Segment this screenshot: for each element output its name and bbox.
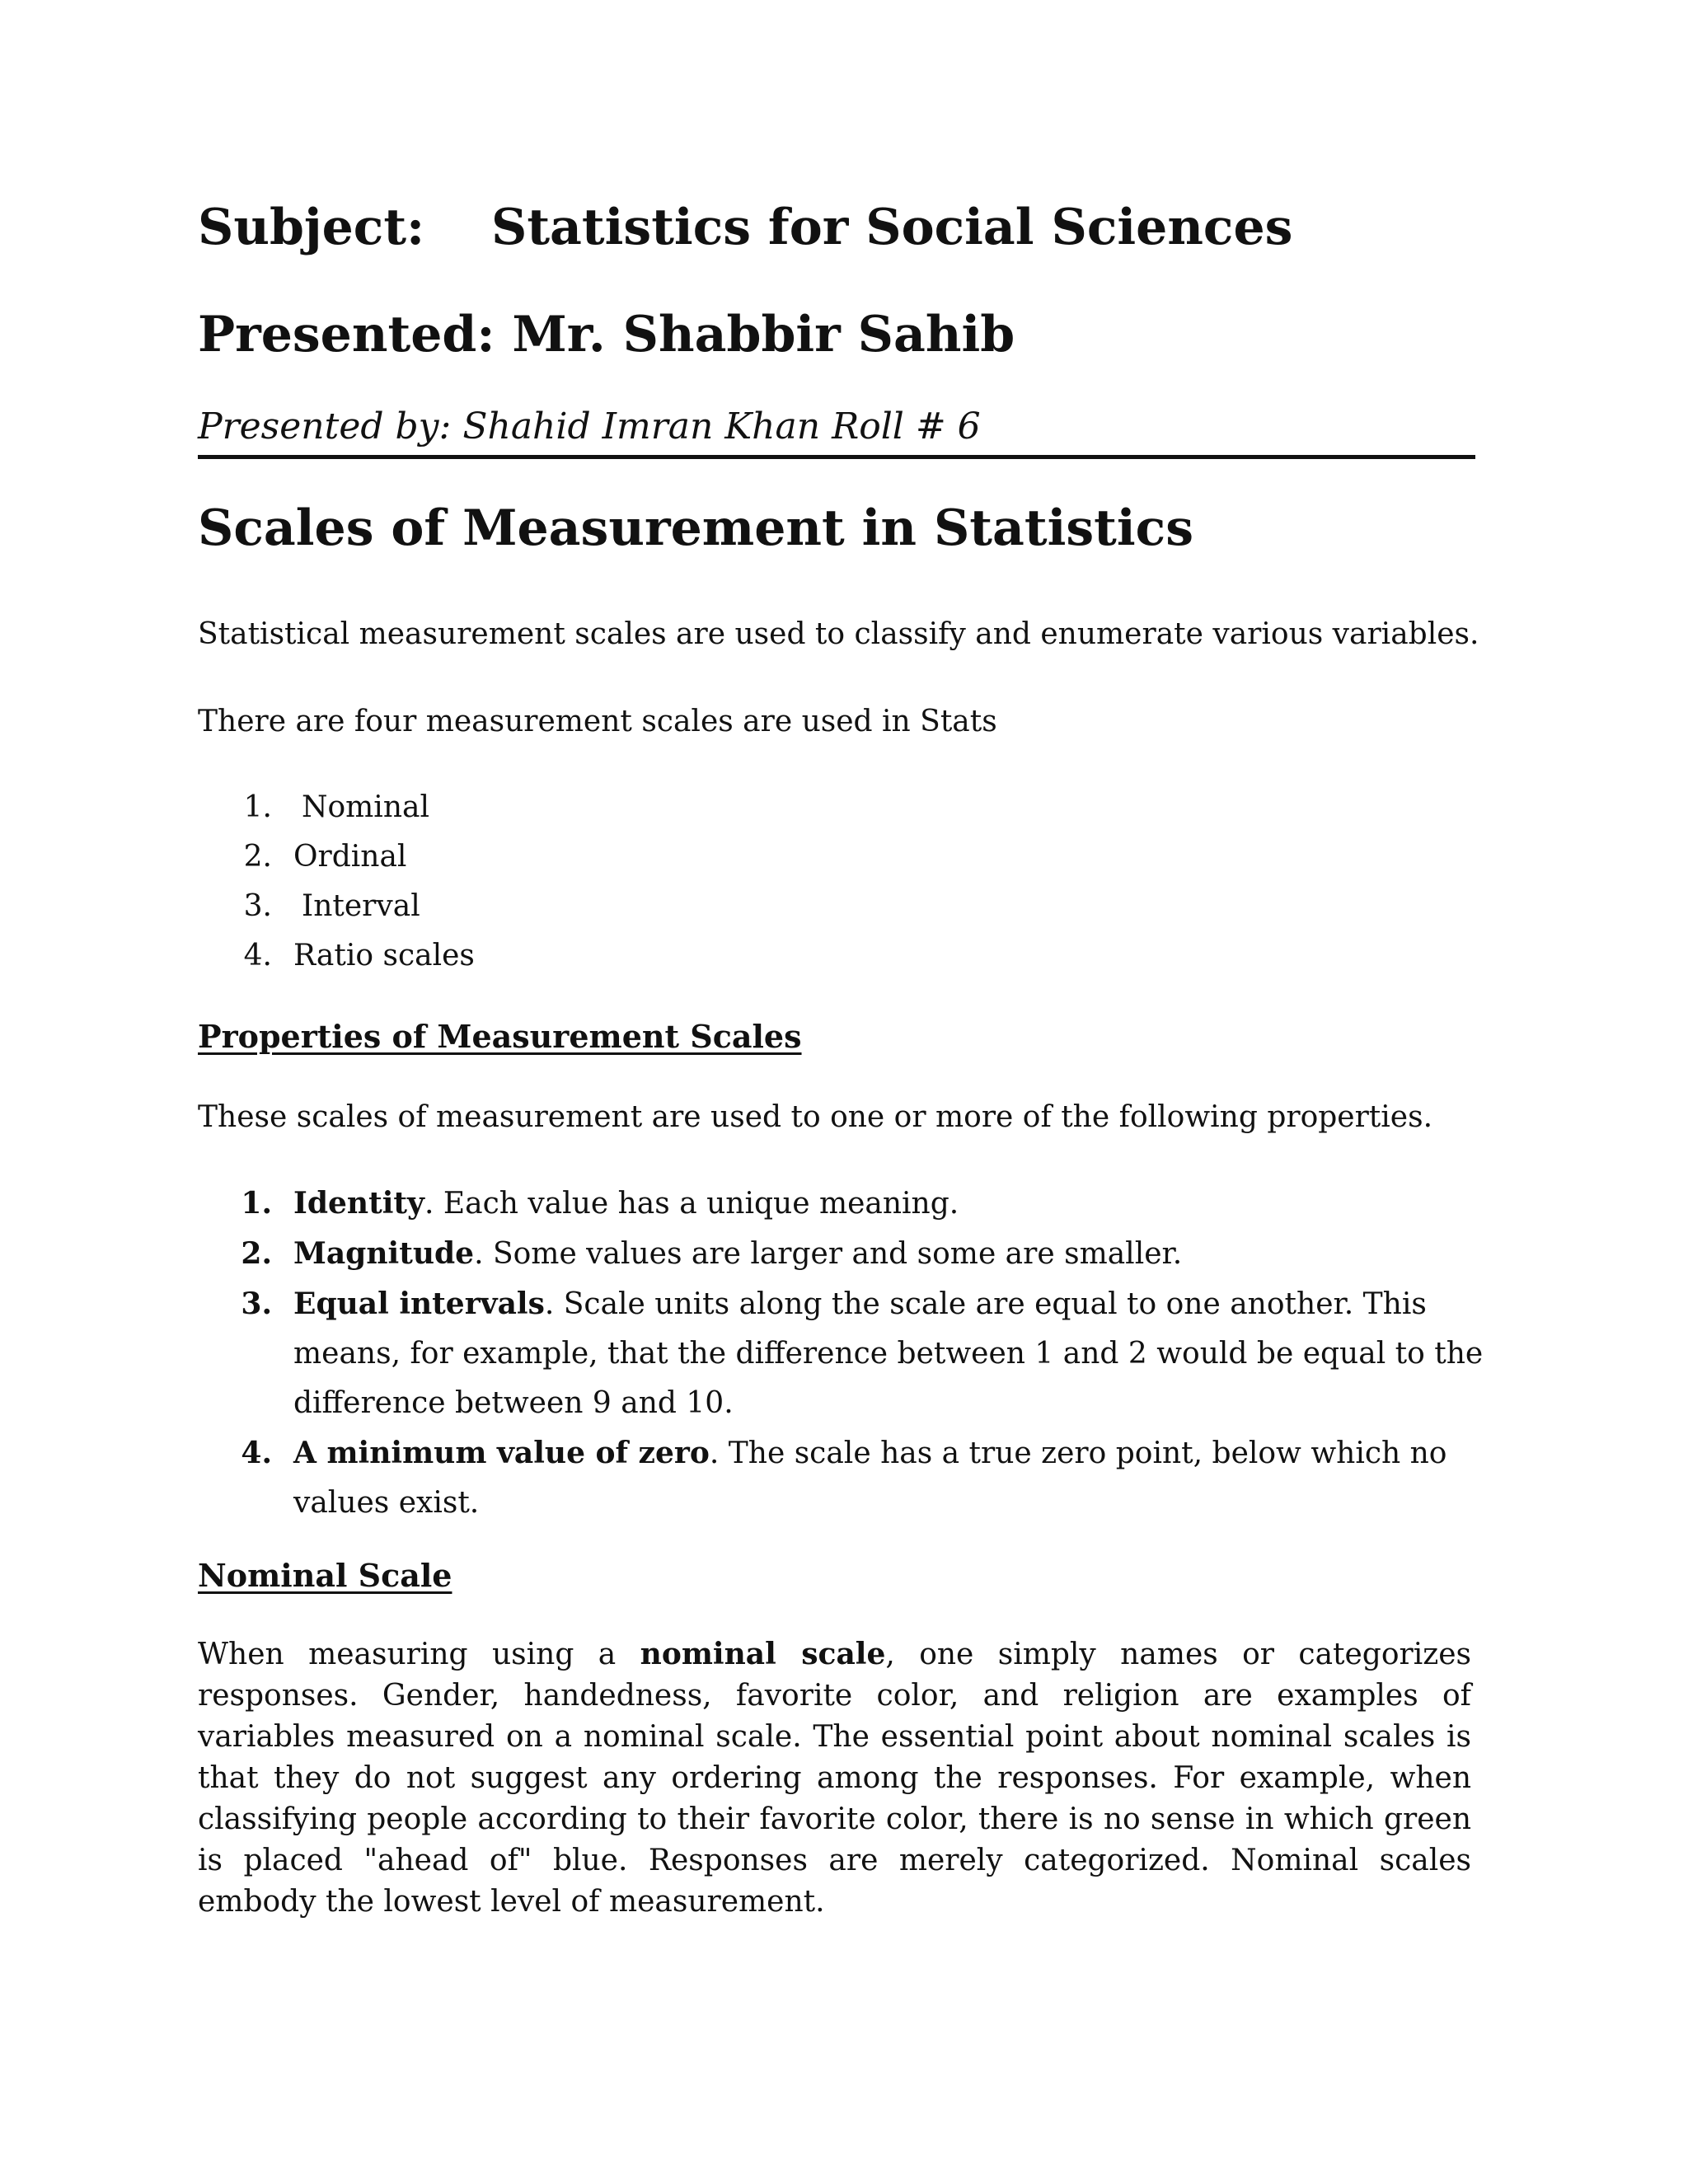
property-item — [239, 1279, 1484, 1428]
property-item — [239, 1428, 1484, 1528]
nominal-text-before: When measuring using a — [198, 1638, 640, 1671]
byline: Presented by: Shahid Imran Khan Roll # 6 — [198, 405, 981, 448]
property-description: . Some values are larger and some are smaller. — [474, 1237, 1183, 1271]
properties-list — [239, 1179, 1484, 1528]
nominal-term: nominal scale — [640, 1637, 886, 1671]
property-number: 2. — [241, 1236, 272, 1271]
property-item — [239, 1179, 1484, 1229]
scale-number: 2. — [243, 840, 272, 874]
scale-number: 1. — [243, 790, 272, 824]
property-term: A minimum value of zero — [293, 1436, 710, 1470]
intro-paragraph-1: Statistical measurement scales are used to classify and enumerate various variables. — [198, 617, 1479, 651]
property-number: 4. — [241, 1436, 272, 1470]
nominal-paragraph — [198, 1633, 1471, 1923]
property-number: 3. — [241, 1286, 272, 1321]
property-term: Identity — [293, 1186, 424, 1221]
property-description: . The scale has a true zero point, below which no values exist. — [293, 1436, 1447, 1520]
nominal-text-after: , one simply names or categorizes responses. Gender, handedness, favorite color, and religion are examples of variables measured on a nominal scale. The essential point about nominal scales is that they do not suggest any ordering among the responses. For example, when classifying people according to their favorite color, there is no sense in which green is placed "ahead of" blue. Responses are merely categorized. Nominal scales embody the lowest level of measurement. — [198, 1638, 1471, 1919]
property-number: 1. — [241, 1186, 272, 1221]
scale-number: 4. — [243, 939, 272, 972]
subject-value: Statistics for Social Sciences — [491, 199, 1293, 256]
scale-item-ordinal: Ordinal — [293, 840, 407, 874]
property-term: Magnitude — [293, 1236, 475, 1271]
intro-paragraph-2: There are four measurement scales are used in Stats — [198, 705, 997, 738]
properties-heading: Properties of Measurement Scales — [198, 1018, 802, 1055]
scale-item-interval: Interval — [302, 889, 420, 923]
presented-line — [198, 305, 1015, 364]
page-title: Scales of Measurement in Statistics — [198, 499, 1193, 557]
property-description: . Each value has a unique meaning. — [424, 1187, 959, 1221]
scale-number: 3. — [243, 889, 272, 923]
presented-label: Presented: — [198, 306, 495, 363]
subject-label: Subject: — [198, 199, 425, 256]
header-divider — [198, 455, 1475, 459]
property-description: . Scale units along the scale are equal to one another. This means, for example, that the difference between 1 and 2 would be equal to the difference between 9 and 10. — [293, 1287, 1484, 1420]
scale-item-ratio: Ratio scales — [293, 939, 475, 972]
property-item — [239, 1229, 1484, 1279]
property-term: Equal intervals — [293, 1286, 545, 1321]
nominal-heading: Nominal Scale — [198, 1557, 452, 1594]
presented-value: Mr. Shabbir Sahib — [512, 306, 1015, 363]
properties-intro: These scales of measurement are used to one or more of the following properties. — [198, 1100, 1433, 1134]
scale-item-nominal: Nominal — [302, 790, 429, 824]
